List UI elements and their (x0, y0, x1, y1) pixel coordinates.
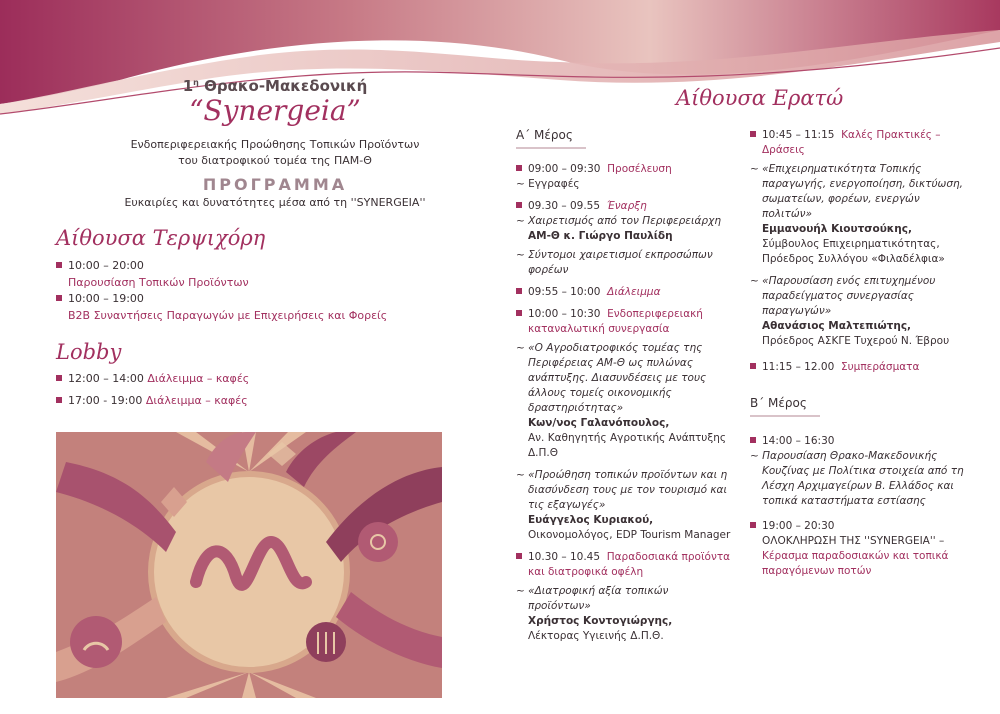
part-b-label: Β΄ Μέρος (750, 396, 807, 410)
event-ordinal-title (60, 77, 490, 95)
item-detail: ~ Παρουσίαση Θρακο-Μακεδονικής Κουζίνας με Πολίτικα στοιχεία από τη Λέσχη Αρχιμαγείρων Β. Ελλάδος και τοπικά καταστήματα εστίασης (750, 450, 964, 507)
hands-circle-illustration (56, 432, 442, 698)
bullet-square-icon (750, 437, 756, 443)
item-time: 17:00 - 19:00 (68, 394, 143, 407)
list-item (56, 393, 476, 409)
item-speaker: Αθανάσιος Μαλτεπιώτης, (762, 320, 912, 332)
bullet-square-icon (750, 522, 756, 528)
item-detail: ~ «Ο Αγροδιατροφικός τομέας της Περιφέρειας ΑΜ-Θ ως πυλώνας ανάπτυξης. Διασυνδέσεις με τους άλλους τομείς οικονομικής δραστηριότητας» (516, 342, 707, 414)
list-item (750, 519, 972, 534)
subtitle-line-2: του διατροφικού τομέα της ΠΑΜ-Θ (178, 154, 372, 167)
item-detail: Κέρασμα παραδοσιακών και τοπικά παραγόμενων ποτών (762, 550, 949, 577)
part-b-header (750, 396, 972, 417)
item-time: 10.30 – 10.45 (528, 551, 601, 563)
bullet-square-icon (516, 553, 522, 559)
item-speaker-role: Αν. Καθηγητής Αγροτικής Ανάπτυξης Δ.Π.Θ (528, 432, 727, 459)
item-detail: ~ Εγγραφές (516, 178, 580, 190)
bullet-square-icon (750, 131, 756, 137)
list-item (516, 307, 734, 337)
item-heading: Έναρξη (606, 200, 647, 212)
terpsichori-schedule (56, 258, 476, 324)
list-item (750, 360, 972, 375)
program-tagline: Ευκαιρίες και δυνατότητες μέσα από τη ''SYNERGEIA'' (124, 196, 426, 209)
list-item (516, 162, 734, 177)
list-item (56, 371, 476, 387)
event-region-title: Θρακο-Μακεδονική (204, 77, 368, 95)
list-item (516, 199, 734, 214)
item-heading: Παραδοσιακά προϊόντα και διατροφικά οφέλη (528, 551, 731, 578)
bullet-square-icon (516, 165, 522, 171)
list-item (56, 258, 476, 274)
item-time: 14:00 – 16:30 (762, 435, 835, 447)
item-time: 09:00 – 09:30 (528, 163, 601, 175)
item-speaker: ΑΜ-Θ κ. Γιώργο Παυλίδη (528, 230, 673, 242)
item-time: 10:00 – 20:00 (68, 259, 144, 272)
item-time: 09:55 – 10:00 (528, 286, 601, 298)
item-heading: Διάλειμμα (607, 286, 661, 298)
item-speaker: Ευάγγελος Κυριακού, (528, 514, 654, 526)
part-a-header (516, 128, 734, 149)
event-number-suffix: η (193, 78, 199, 87)
item-time: 10:45 – 11:15 (762, 129, 835, 141)
item-speaker-role: Οικονομολόγος, EDP Tourism Manager (528, 529, 731, 541)
item-heading: Ενδοπεριφερειακή καταναλωτική συνεργασία (528, 308, 703, 335)
bullet-square-icon (56, 262, 62, 268)
bullet-square-icon (516, 288, 522, 294)
item-detail: ~ «Διατροφική αξία τοπικών προϊόντων» (516, 585, 669, 612)
list-item (56, 291, 476, 307)
item-text: Β2Β Συναντήσεις Παραγωγών με Επιχειρήσεις και Φορείς (68, 309, 388, 322)
part-a-underline (516, 147, 586, 149)
list-item (516, 550, 734, 580)
item-speaker: Κων/νος Γαλανόπουλος, (528, 417, 670, 429)
lobby-schedule (56, 371, 476, 409)
item-detail: ~ «Επιχειρηματικότητα Τοπικής παραγωγής, ενεργοποίηση, δικτύωση, σωματείων, φορέων, ενεργών πολιτών» (750, 163, 964, 220)
item-speaker-role: Σύμβουλος Επιχειρηματικότητας, Πρόεδρος Συλλόγου «Φιλαδέλφια» (762, 238, 945, 265)
item-text: Διάλειμμα – καφές (147, 372, 250, 385)
subtitle-line-1: Ενδοπεριφερειακής Προώθησης Τοπικών Προϊόντων (130, 138, 420, 151)
bullet-square-icon (516, 310, 522, 316)
part-a-label: Α΄ Μέρος (516, 128, 573, 142)
item-detail: ~ Σύντομοι χαιρετισμοί εκπροσώπων φορέων (516, 249, 713, 276)
bullet-square-icon (56, 397, 62, 403)
room-erato-title: Αίθουσα Ερατώ (676, 86, 844, 110)
bullet-square-icon (56, 295, 62, 301)
item-heading: ΟΛΟΚΛΗΡΩΣΗ ΤΗΣ ''SYNERGEIA'' – (762, 535, 945, 547)
item-heading: Καλές Πρακτικές – Δράσεις (762, 129, 941, 156)
item-speaker: Εμμανουήλ Κιουτσούκης, (762, 223, 912, 235)
item-time: 12:00 – 14:00 (68, 372, 144, 385)
item-time: 11:15 – 12.00 (762, 361, 835, 373)
room-terpsichori-title: Αίθουσα Τερψιχόρη (56, 226, 266, 250)
item-time: 09.30 – 09.55 (528, 200, 601, 212)
item-detail: ~ «Προώθηση τοπικών προϊόντων και η διασύνδεση τους με τον τουρισμό και τις εξαγωγές» (516, 469, 728, 511)
event-name: “Synergeia” (189, 94, 361, 127)
list-item (750, 434, 972, 449)
list-item (516, 285, 734, 300)
item-speaker-role: Λέκτορας Υγιεινής Δ.Π.Θ. (528, 630, 664, 642)
list-item (750, 128, 972, 158)
bullet-square-icon (516, 202, 522, 208)
item-text: Διάλειμμα – καφές (145, 394, 248, 407)
bullet-square-icon (56, 375, 62, 381)
bullet-square-icon (750, 363, 756, 369)
erato-column-1 (516, 128, 734, 644)
item-detail: ~ Χαιρετισμός από τον Περιφερειάρχη (516, 215, 721, 227)
item-heading: Προσέλευση (607, 163, 672, 175)
program-heading: ΠΡΟΓΡΑΜΜΑ (202, 175, 348, 194)
item-time: 10:00 – 10:30 (528, 308, 601, 320)
event-number: 1 (182, 77, 194, 95)
erato-column-2 (750, 128, 972, 579)
item-speaker-role: Πρόεδρος ΑΣΚΓΕ Τυχερού Ν. Έβρου (762, 335, 950, 347)
room-lobby-title: Lobby (56, 340, 122, 364)
item-heading: Συμπεράσματα (840, 361, 920, 373)
item-time: 10:00 – 19:00 (68, 292, 144, 305)
item-speaker: Χρήστος Κοντογιώργης, (528, 615, 673, 627)
item-text: Παρουσίαση Τοπικών Προϊόντων (68, 276, 249, 289)
item-detail: ~ «Παρουσίαση ενός επιτυχημένου παραδείγματος συνεργασίας παραγωγών» (750, 275, 936, 317)
part-b-underline (750, 415, 820, 417)
item-time: 19:00 – 20:30 (762, 520, 835, 532)
